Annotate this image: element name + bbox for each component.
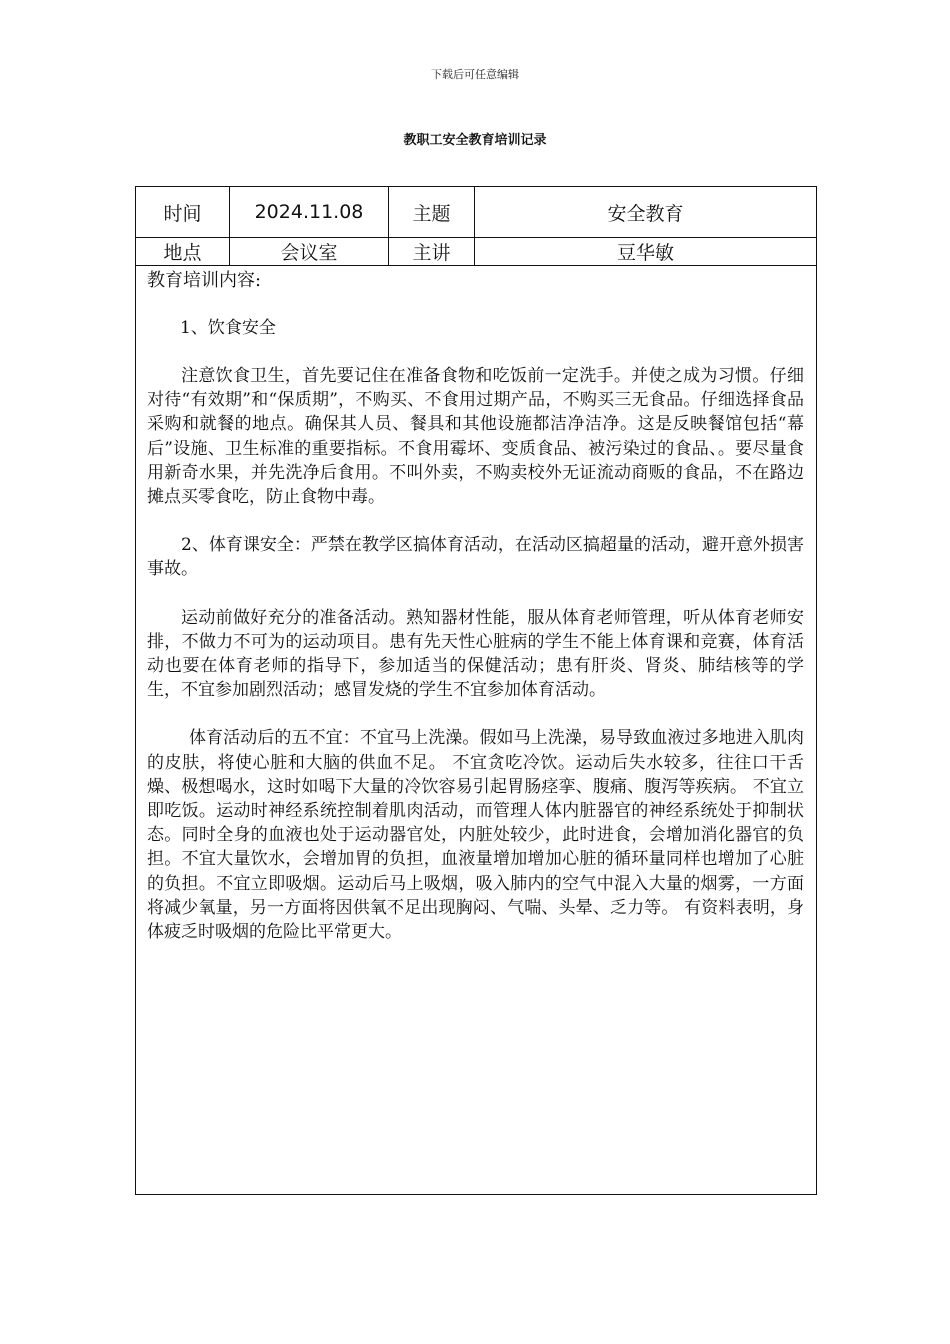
place-label: 地点 — [136, 238, 230, 266]
time-label: 时间 — [136, 187, 230, 238]
section2-body2: 体育活动后的五不宜：不宜马上洗澡。假如马上洗澡，易导致血液过多地进入肌肉的皮肤，将使心脏和大脑的供血不足。 不宜贪吃冷饮。运动后失水较多，往往口干舌燥、极想喝水，这时如喝下大量的冷饮容易引起胃肠痉挛、腹痛、腹泻等疾病。 不宜立即吃饭。运动时神经系统控制着肌肉活动，而管理人体内脏器官的神经系统处于抑制状态。同时全身的血液也处于运动器官处，内脏处较少，此时进食，会增加消化器官的负担。不宜大量饮水，会增加胃的负担，血液量增加增加心脏的循环量同样也增加了心脏的负担。不宜立即吸烟。运动后马上吸烟，吸入肺内的空气中混入大量的烟雾，一方面将减少氧量，另一方面将因供氧不足出现胸闷、气喘、头晕、乏力等。 有资料表明，身体疲乏时吸烟的危险比平常更大。 — [147, 728, 804, 943]
speaker-label: 主讲 — [389, 238, 475, 266]
time-value: 2024.11.08 — [230, 187, 389, 238]
header-note: 下载后可任意编辑 — [431, 68, 519, 81]
speaker-value: 豆华敏 — [475, 238, 817, 266]
table-row-place-speaker — [136, 238, 817, 266]
training-record-table — [135, 186, 817, 1195]
section1-body: 注意饮食卫生，首先要记住在准备食物和吃饭前一定洗手。并使之成为习惯。仔细对待“有效期”和“保质期”，不购买、不食用过期产品，不购买三无食品。仔细选择食品采购和就餐的地点。确保其人员、餐具和其他设施都洁净洁净。这是反映餐馆包括“幕后”设施、卫生标准的重要指标。不食用霉坏、变质食品、被污染过的食品、。要尽量食用新奇水果，并先洗净后食用。不叫外卖，不购卖校外无证流动商贩的食品，不在路边摊点买零食吃，防止食物中毒。 — [147, 366, 804, 508]
table-row-time-topic — [136, 187, 817, 238]
section2-body1: 运动前做好充分的准备活动。熟知器材性能，服从体育老师管理，听从体育老师安排，不做力不可为的运动项目。患有先天性心脏病的学生不能上体育课和竞赛，体育活动也要在体育老师的指导下，参加适当的保健活动；患有肝炎、肾炎、肺结核等的学生，不宜参加剧烈活动；感冒发烧的学生不宜参加体育活动。 — [147, 607, 804, 701]
section2-intro: 2、体育课安全：严禁在教学区搞体育活动，在活动区搞超量的活动，避开意外损害事故。 — [147, 535, 804, 580]
section1-title: 1、饮食安全 — [180, 318, 276, 338]
content-heading: 教育培训内容: — [147, 270, 262, 291]
place-value: 会议室 — [230, 238, 389, 266]
table-row-content — [136, 266, 817, 1195]
topic-label: 主题 — [389, 187, 475, 238]
document-title: 教职工安全教育培训记录 — [403, 133, 547, 148]
topic-value: 安全教育 — [475, 187, 817, 238]
content-cell — [136, 266, 817, 1195]
